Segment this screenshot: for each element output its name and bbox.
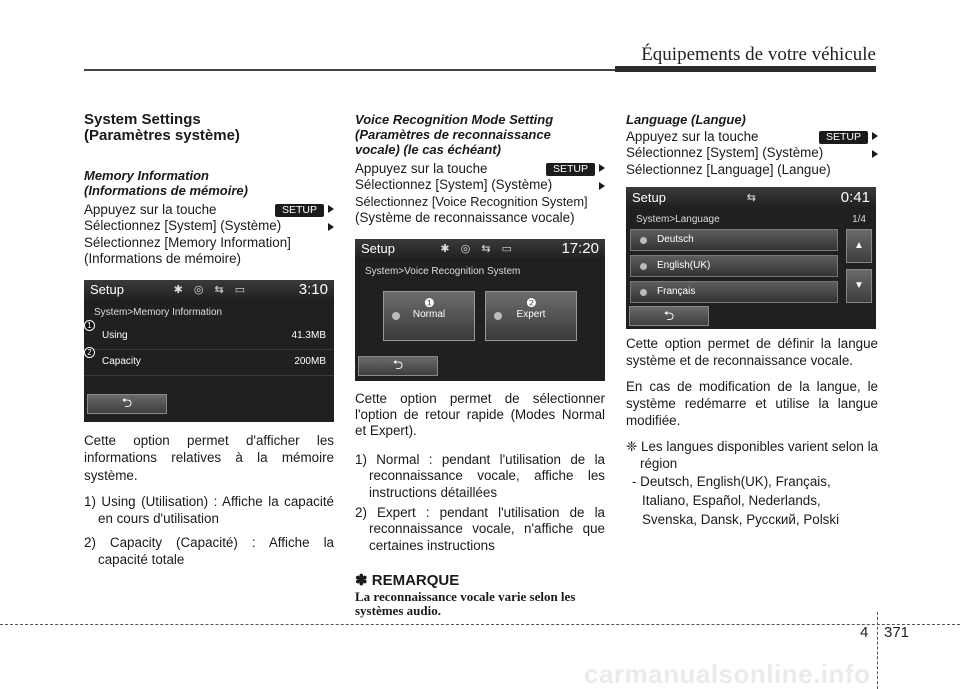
watermark: carmanualsonline.info	[584, 659, 871, 689]
back-button[interactable]: ⮌	[629, 306, 709, 326]
clock: 3:10	[298, 281, 328, 299]
row-using: Using 41.3MB	[84, 324, 334, 350]
arrow-right-icon	[599, 164, 605, 172]
step-press-setup: Appuyez sur la touche SETUP	[626, 129, 878, 145]
radio-dot-icon	[640, 263, 647, 270]
callout-1: ❶	[424, 295, 435, 310]
voice-subtitle-fr: (Paramètres de reconnaissance	[355, 127, 551, 142]
remark-text: La reconnaissance vocale varie selon les systèmes audio.	[355, 589, 576, 619]
language-item-english[interactable]: English(UK)	[630, 255, 838, 277]
step-select-memory: Sélectionnez [Memory Information]	[84, 234, 291, 250]
screen-title: Setup	[361, 241, 395, 257]
arrow-right-icon	[328, 205, 334, 213]
section-title-fr: (Paramètres système)	[84, 127, 240, 144]
back-button[interactable]: ⮌	[358, 356, 438, 376]
scroll-down-button[interactable]: ▼	[846, 269, 872, 303]
screen-title: Setup	[90, 282, 124, 298]
radio-dot-icon	[640, 237, 647, 244]
column-language	[626, 112, 878, 529]
step-select-memory-fr: (Informations de mémoire)	[84, 251, 242, 267]
step-select-voice: Sélectionnez [Voice Recognition System]	[355, 193, 588, 209]
step-select-system: Sélectionnez [System] (Système)	[355, 177, 605, 193]
language-item-francais[interactable]: Français	[630, 281, 838, 303]
list-normal: 1) Normal : pendant l'utilisation de la reconnaissance vocale, affiche les instructions détaillées	[355, 451, 605, 500]
arrow-right-icon	[599, 182, 605, 190]
step-select-system: Sélectionnez [System] (Système)	[84, 218, 334, 234]
status-icons: ✱ ◎ ⇆ ▭	[173, 284, 250, 297]
header-bar	[615, 66, 876, 72]
footer-rule	[0, 624, 960, 625]
radio-dot-icon	[494, 312, 502, 320]
page-indicator: 1/4	[852, 214, 866, 226]
setup-key-icon: SETUP	[819, 131, 868, 144]
arrow-right-icon	[872, 132, 878, 140]
setup-key-icon: SETUP	[275, 204, 324, 217]
radio-dot-icon	[392, 312, 400, 320]
screen-title: Setup	[632, 190, 666, 206]
arrow-right-icon	[328, 223, 334, 231]
screen-path: System>Memory Information	[94, 306, 223, 318]
language-availability-note: ❈ Les langues disponibles varient selon la région	[626, 439, 878, 471]
scroll-up-button[interactable]: ▲	[846, 229, 872, 263]
row-capacity: Capacity 200MB	[84, 350, 334, 376]
screen-header	[84, 280, 334, 302]
language-description: Cette option permet de définir la langue système et de reconnaissance vocale.	[626, 336, 878, 369]
footer-divider	[877, 612, 878, 689]
voice-subtitle-fr-2: vocale) (le cas échéant)	[355, 142, 501, 157]
usb-icon: ⇆	[746, 192, 760, 205]
callout-2: 2	[84, 347, 95, 358]
back-button[interactable]: ⮌	[87, 394, 167, 414]
arrow-right-icon	[872, 150, 878, 158]
setup-key-icon: SETUP	[546, 163, 595, 176]
memory-screen	[84, 280, 334, 422]
list-using: 1) Using (Utilisation) : Affiche la capacité en cours d'utilisation	[84, 494, 334, 526]
step-select-voice-fr: (Système de reconnaissance vocale)	[355, 210, 575, 226]
voice-description: Cette option permet de sélectionner l'option de retour rapide (Modes Normal et Expert).	[355, 390, 605, 439]
step-press-setup: Appuyez sur la touche SETUP	[84, 202, 334, 218]
callout-1: 1	[84, 320, 95, 331]
memory-description: Cette option permet d'afficher les informations relatives à la mémoire système.	[84, 432, 334, 483]
memory-subtitle-fr: (Informations de mémoire)	[84, 183, 248, 198]
header-title: Équipements de votre véhicule	[641, 44, 876, 65]
screen-header	[355, 239, 605, 261]
clock: 17:20	[561, 240, 599, 258]
page-number: 371	[884, 624, 910, 641]
status-icons: ✱ ◎ ⇆ ▭	[440, 243, 517, 256]
expert-mode-button[interactable]: ❷ Expert	[485, 291, 577, 341]
list-capacity: 2) Capacity (Capacité) : Affiche la capacité totale	[84, 535, 334, 567]
column-voice	[355, 112, 605, 618]
language-item-deutsch[interactable]: Deutsch	[630, 229, 838, 251]
step-select-system: Sélectionnez [System] (Système)	[626, 145, 878, 161]
radio-dot-icon	[640, 289, 647, 296]
screen-header	[626, 187, 876, 209]
list-expert: 2) Expert : pendant l'utilisation de la reconnaissance vocale, n'affiche que certaines instructions	[355, 505, 605, 553]
step-press-setup: Appuyez sur la touche SETUP	[355, 161, 605, 177]
remark-title: ✽ REMARQUE	[355, 572, 460, 590]
screen-path: System>Language 1/4	[626, 209, 876, 231]
language-screen	[626, 187, 876, 329]
language-subtitle: Language (Langue)	[626, 112, 746, 127]
voice-screen	[355, 239, 605, 381]
memory-subtitle: Memory Information	[84, 168, 209, 183]
section-title: System Settings	[84, 111, 201, 128]
chapter-number: 4	[860, 624, 869, 641]
column-memory	[84, 112, 334, 568]
step-select-language: Sélectionnez [Language] (Langue)	[626, 161, 831, 177]
voice-subtitle: Voice Recognition Mode Setting	[355, 112, 554, 127]
screen-path: System>Voice Recognition System	[365, 265, 521, 277]
callout-2: ❷	[526, 295, 537, 310]
language-list: - Deutsch, English(UK), Français, Italiano, Español, Nederlands, Svenska, Dansk, Русский, Polski	[632, 474, 840, 528]
clock: 0:41	[840, 189, 870, 207]
normal-mode-button[interactable]: ❶ Normal	[383, 291, 475, 341]
language-restart-note: En cas de modification de la langue, le système redémarre et utilise la langue modifiée.	[626, 378, 878, 429]
